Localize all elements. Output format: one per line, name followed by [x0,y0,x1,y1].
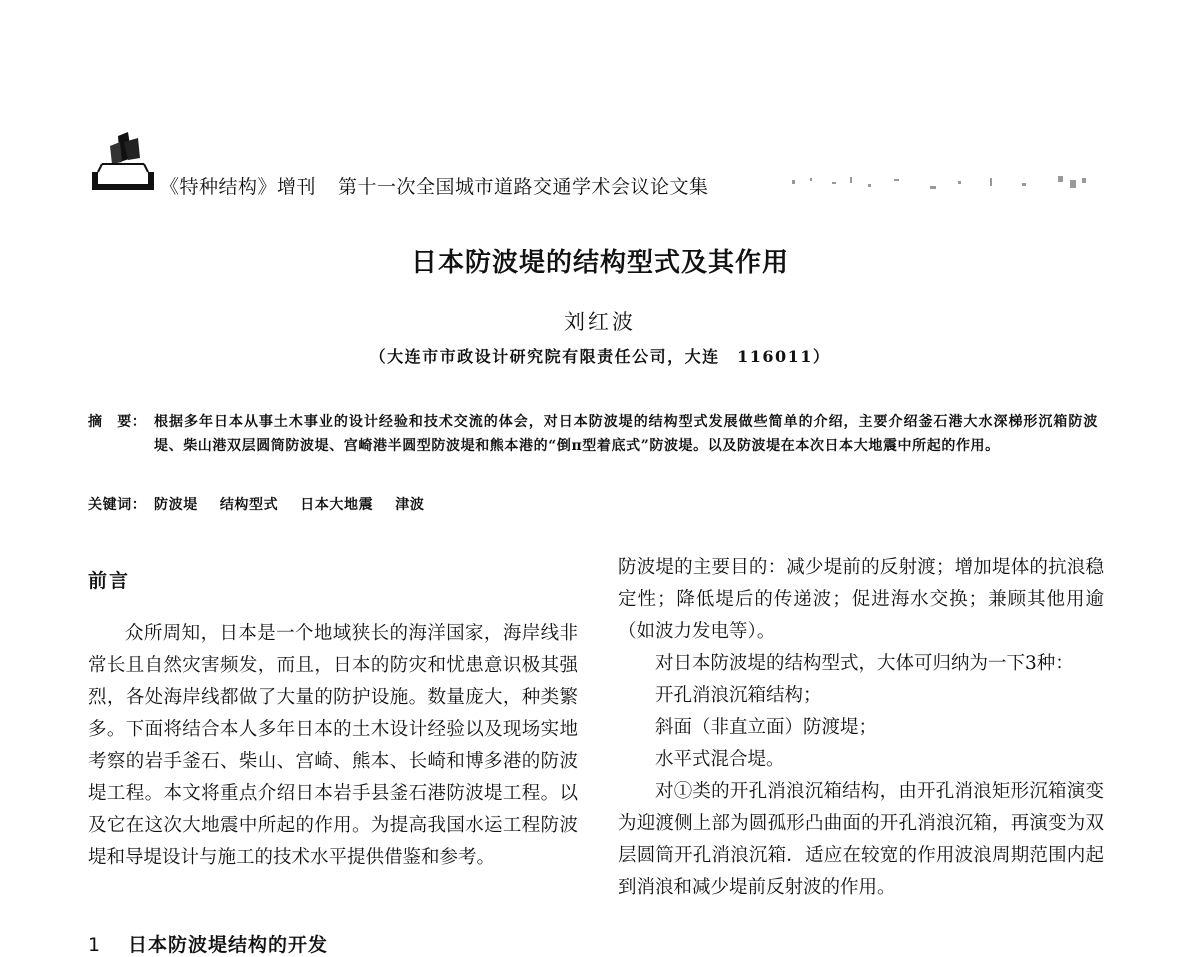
section-number: 1 [88,934,102,956]
keyword: 津波 [395,497,425,513]
list-item: 斜面（非直立面）防渡堤； [655,717,878,738]
abstract-text: 根据多年日本从事土木事业的设计经验和技术交流的体会，对日本防波堤的结构型式发展做些简单的介绍，主要介绍釜石港大水深梯形沉箱防波堤、柴山港双层圆筒防波堤、宫崎港半圆型防波堤和熊本港的“倒π型着底式”防波堤。以及防波堤在本次日本大地震中所起的作用。 [154,414,1098,454]
proceedings-name: 第十一次全国城市道路交通学术会议论文集 [338,176,709,198]
keyword: 防波堤 [154,497,198,513]
body-paragraph: 对日本防波堤的结构型式，大体可归纳为一下3种： [655,653,1074,674]
body-paragraph: 对①类的开孔消浪沉箱结构，由开孔消浪矩形沉箱演变为迎渡侧上部为圆孤形凸曲面的开孔消浪沉箱，再演变为双层圆筒开孔消浪沉箱．适应在较宽的作用波浪周期范围内起到消浪和减少堤前反射波的作用。 [618,781,1104,898]
keyword: 结构型式 [219,497,279,513]
list-item: 水平式混合堤。 [655,749,785,770]
author: 刘红波 [564,310,636,334]
body-paragraph: 防波堤的主要目的：减少堤前的反射渡；增加堤体的抗浪稳定性；降低堤后的传递波；促进海水交换；兼顾其他用逾（如波力发电等）。 [618,557,1104,642]
keywords-label: 关键词： [88,497,147,513]
journal-header [160,172,709,199]
list-item: 开孔消浪沉箱结构； [655,685,822,706]
preface-paragraph: 众所周知，日本是一个地域狭长的海洋国家，海岸线非常长且自然灾害频发，而且，日本的防灾和忧患意识极其强烈，各处海岸线都做了大量的防护设施。数量庞大，种类繁多。下面将结合本人多年日本的土木设计经验以及现场实地考察的岩手釜石、柴山、宫崎、熊本、长崎和博多港的防波堤工程。本文将重点介绍日本岩手县釜石港防波堤工程。以及它在这次大地震中所起的作用。为提高我国水运工程防波堤和导堤设计与施工的技术水平提供借鉴和参考。 [88,623,578,868]
section-title: 日本防波堤结构的开发 [128,934,329,956]
scan-noise [790,172,1100,194]
journal-name: 《特种结构》增刊 [160,176,317,198]
keywords [88,494,1098,514]
section-heading-preface: 前言 [88,570,131,592]
keyword: 日本大地震 [300,497,374,513]
paper-title: 日本防波堤的结构型式及其作用 [410,248,789,278]
left-column [88,618,578,874]
abstract-label: 摘 要： [88,414,147,430]
section-heading-1 [88,930,328,957]
affiliation: （大连市市政设计研究院有限责任公司，大连 116011） [369,347,831,366]
journal-logo-icon [88,128,158,192]
abstract [88,410,1098,458]
right-column [618,552,1104,904]
